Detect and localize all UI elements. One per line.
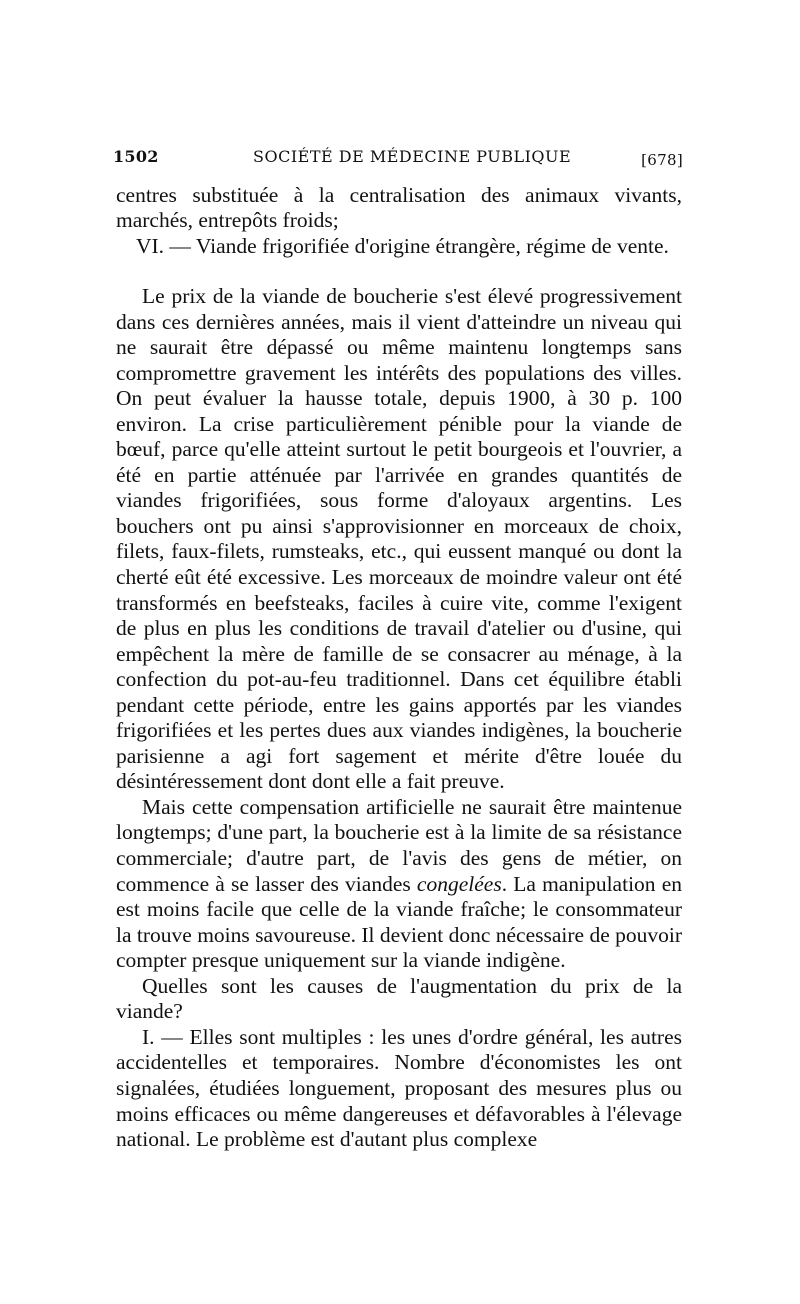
paragraph-causes: I. — Elles sont multiples : les unes d'ordre général, les autres accidentelles et temporaires. Nombre d'économistes les ont signalées, étudiées longuement, proposant des mesures plus ou moins efficaces ou même dangereuses et défavorables à l'élevage national. Le problème est d'autant plus complexe [116,1024,682,1152]
page-header [113,143,683,173]
running-title: SOCIÉTÉ DE MÉDECINE PUBLIQUE [253,147,572,166]
page-reference: [678] [641,151,683,169]
intro-block [116,183,682,259]
page-number: 1502 [113,147,159,166]
paragraph-price-rise: Le prix de la viande de boucherie s'est élevé progressivement dans ces dernières années, mais il vient d'atteindre un niveau qui ne saurait être dépassé ou même maintenu longtemps sans compromettre gravement les intérêts des populations des villes. On peut évaluer la hausse totale, depuis 1900, à 30 p. 100 environ. La crise particulièrement pénible pour la viande de bœuf, parce qu'elle atteint surtout le petit bourgeois et l'ouvrier, a été en partie atténuée par l'arrivée en grandes quantités de viandes frigorifiées, sous forme d'aloyaux argentins. Les bouchers ont pu ainsi s'approvisionner en morceaux de choix, filets, faux-filets, rumsteaks, etc., qui eussent manqué ou dont la cherté eût été excessive. Les morceaux de moindre valeur ont été transformés en beefsteaks, faciles à cuire vite, comme l'exigent de plus en plus les conditions de travail d'atelier ou d'usine, qui empêchent la mère de famille de se consacrer au ménage, à la confection du pot-au-feu traditionnel. Dans cet équilibre établi pendant cette période, entre les gains apportés par les viandes frigorifiées et les pertes dues aux viandes indigènes, la boucherie parisienne a agi fort sagement et mérite d'être louée du désintéressement dont dont elle a fait preuve. [116,284,682,794]
paragraph-compensation-end: . La manipulation en est moins facile que celle de la viande fraîche; le consommateur la trouve moins savoureuse. Il devient donc nécessaire de pouvoir compter presque uniquement sur la viande indigène. [116,871,683,973]
italic-term: congelées [416,871,502,896]
continuation-line: centres substituée à la centralisation des animaux vivants, marchés, entrepôts froids; [116,183,682,233]
paragraph-compensation [116,795,682,974]
list-item-vi: VI. — Viande frigorifiée d'origine étrangère, régime de vente. [136,233,669,258]
paragraph-compensation-start: Mais cette compensation artificielle ne saurait être maintenue longtemps; d'une part, la boucherie est à la limite de sa résistance commerciale; d'autre part, de l'avis des gens de métier, on commence à se lasser des viandes [116,794,682,896]
body-text [116,284,682,1153]
paragraph-question: Quelles sont les causes de l'augmentation du prix de la viande? [116,973,682,1024]
